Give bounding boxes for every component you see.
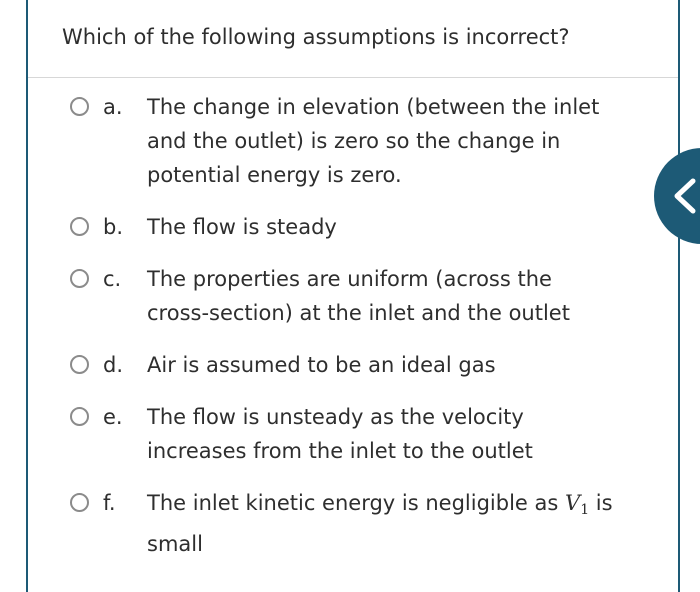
radio-button-d[interactable] [70, 355, 89, 374]
option-text-a [147, 90, 660, 192]
option-text-c [147, 262, 660, 330]
option-d-line-1: Air is assumed to be an ideal gas [147, 353, 496, 377]
option-d[interactable] [70, 348, 660, 382]
option-f[interactable] [70, 486, 660, 561]
option-letter-a: a. [103, 95, 123, 119]
option-a[interactable] [70, 90, 660, 192]
radio-button-c[interactable] [70, 269, 89, 288]
question-text: Which of the following assumptions is incorrect? [62, 25, 570, 49]
question-divider [28, 77, 678, 78]
option-letter-b: b. [103, 215, 124, 239]
answer-options [70, 90, 660, 561]
option-c-line-1: The properties are uniform (across the [147, 267, 552, 291]
option-text-e [147, 400, 660, 468]
option-letter-c: c. [103, 267, 122, 291]
option-c[interactable] [70, 262, 660, 330]
velocity-variable: V [565, 491, 581, 515]
option-b-line-1: The flow is steady [147, 215, 337, 239]
option-b[interactable] [70, 210, 660, 244]
velocity-subscript: 1 [580, 502, 590, 518]
option-e[interactable] [70, 400, 660, 468]
radio-button-b[interactable] [70, 217, 89, 236]
option-a-line-3: potential energy is zero. [147, 163, 402, 187]
velocity-symbol [565, 491, 590, 518]
option-letter-f: f. [103, 491, 116, 515]
option-e-line-1: The flow is unsteady as the velocity [147, 405, 524, 429]
option-letter-e: e. [103, 405, 123, 429]
chevron-left-icon [671, 178, 699, 214]
option-e-line-2: increases from the inlet to the outlet [147, 439, 533, 463]
option-text-d [147, 348, 660, 382]
option-f-line-1-end: is [595, 491, 613, 515]
radio-button-f[interactable] [70, 493, 89, 512]
radio-button-e[interactable] [70, 407, 89, 426]
question-card [26, 0, 680, 592]
radio-button-a[interactable] [70, 97, 89, 116]
option-a-line-1: The change in elevation (between the inlet [147, 95, 600, 119]
option-f-line-1-start: The inlet kinetic energy is negligible as [147, 491, 559, 515]
option-f-line-2: small [147, 532, 203, 556]
option-text-b [147, 210, 660, 244]
option-c-line-2: cross-section) at the inlet and the outlet [147, 301, 570, 325]
option-a-line-2: and the outlet) is zero so the change in [147, 129, 561, 153]
option-text-f [147, 486, 660, 561]
option-letter-d: d. [103, 353, 124, 377]
